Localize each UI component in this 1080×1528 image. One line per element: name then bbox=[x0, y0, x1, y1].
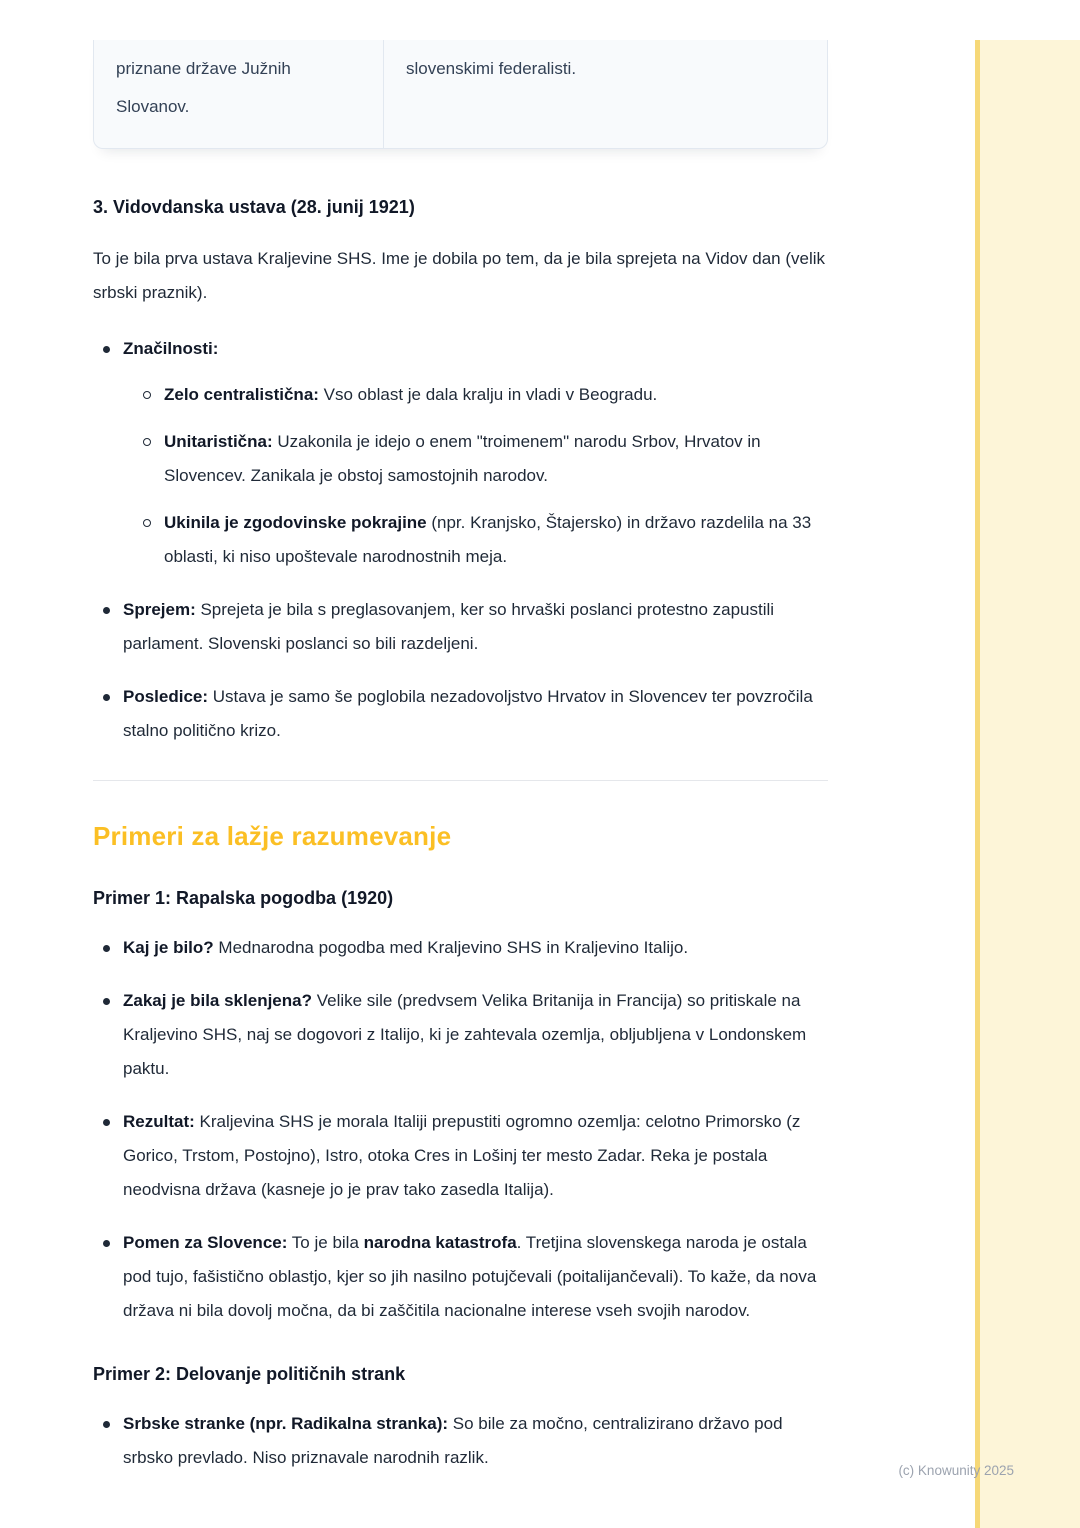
list-item-pomen-za-slovence bbox=[103, 1226, 831, 1328]
list-item-znacilnosti bbox=[103, 332, 831, 574]
primer2-list bbox=[93, 1407, 831, 1475]
table-fragment bbox=[93, 40, 828, 149]
list-item-lead: Posledice: bbox=[123, 687, 209, 706]
list-item-text: Velike sile (predvsem Velika Britanija in Francija) so pritiskale na Kraljevino SHS, naj se dogovori z Italijo, ki je zahtevala ozemlja, obljubljena v Londonskem paktu. bbox=[123, 991, 807, 1078]
sublist-item-lead: Ukinila je zgodovinske pokrajine bbox=[164, 513, 427, 532]
list-item-lead: Zakaj je bila sklenjena? bbox=[123, 991, 312, 1010]
list-item-text: Sprejeta je bila s preglasovanjem, ker so hrvaški poslanci protestno zapustili parlament. Slovenski poslanci so bili razdeljeni. bbox=[123, 600, 775, 653]
table-cell-left bbox=[94, 40, 384, 148]
list-item-text: Kraljevina SHS je morala Italiji prepustiti ogromno ozemlja: celotno Primorsko (z Gorico, Trstom, Postojno), Istro, otoka Cres in Lošinj ter mesto Zadar. Reka je postala neodvisna država (kasneje jo je prav tako zasedla Italija). bbox=[123, 1112, 801, 1199]
bullet-icon bbox=[103, 1421, 110, 1428]
bullet-icon bbox=[103, 945, 110, 952]
list-item-kaj-je-bilo bbox=[103, 931, 831, 965]
table-cell-right bbox=[384, 40, 827, 148]
examples-heading: Primeri za lažje razumevanje bbox=[93, 821, 452, 851]
bullet-icon bbox=[103, 346, 110, 353]
section-divider bbox=[93, 780, 828, 781]
bullet-icon bbox=[103, 694, 110, 701]
circle-bullet-icon bbox=[143, 391, 151, 399]
list-item-text: Ustava je samo še poglobila nezadovoljstvo Hrvatov in Slovencev ter povzročila stalno politično krizo. bbox=[123, 687, 813, 740]
side-accent-band bbox=[980, 40, 1080, 1528]
bullet-icon bbox=[103, 1240, 110, 1247]
list-item-text: To je bila bbox=[287, 1233, 364, 1252]
list-item-lead: Sprejem: bbox=[123, 600, 196, 619]
primer1-heading: Primer 1: Rapalska pogodba (1920) bbox=[93, 888, 394, 908]
sublist-item-text: Vso oblast je dala kralju in vladi v Beogradu. bbox=[318, 385, 658, 404]
primer1-list bbox=[93, 931, 831, 1328]
sublist-item-lead: Zelo centralistična: bbox=[164, 385, 319, 404]
list-item-posledice bbox=[103, 680, 831, 748]
vidovdanska-list bbox=[93, 332, 831, 748]
bullet-icon bbox=[103, 1119, 110, 1126]
znacilnosti-sublist bbox=[123, 378, 831, 574]
document-content bbox=[93, 0, 831, 1475]
sublist-item-text: (npr. Kranjsko, Štajersko) in državo razdelila na 33 oblasti, ki niso upoštevale narodnostnih meja. bbox=[164, 513, 812, 566]
list-item-text: So bile za močno, centralizirano državo pod srbsko prevlado. Niso priznavale narodnih razlik. bbox=[123, 1414, 783, 1467]
sublist-item bbox=[143, 506, 831, 574]
section-heading-vidovdanska: 3. Vidovdanska ustava (28. junij 1921) bbox=[93, 197, 415, 217]
list-item-srbske-stranke bbox=[103, 1407, 831, 1475]
list-item-rezultat bbox=[103, 1105, 831, 1207]
list-item-lead: Srbske stranke (npr. Radikalna stranka): bbox=[123, 1414, 449, 1433]
list-item-emphasis: narodna katastrofa bbox=[363, 1233, 517, 1252]
list-item-text-continued: . Tretjina slovenskega naroda je ostala pod tujo, fašistično oblastjo, kjer so jih nasilno potujčevali (poitalijančevali). To kaže, da nova država ni bila dovolj močna, da bi zaščitila nacionalne interese vseh svojih narodov. bbox=[123, 1233, 817, 1320]
table-cell-left-text: priznane države Južnih Slovanov. bbox=[116, 59, 291, 116]
sublist-item bbox=[143, 378, 831, 412]
list-item-lead: Rezultat: bbox=[123, 1112, 195, 1131]
bullet-icon bbox=[103, 998, 110, 1005]
sublist-item-lead: Unitaristična: bbox=[164, 432, 273, 451]
section-intro: To je bila prva ustava Kraljevine SHS. Ime je dobila po tem, da je bila sprejeta na Vidov dan (velik srbski praznik). bbox=[93, 249, 826, 302]
list-item-zakaj-sklenjena bbox=[103, 984, 831, 1086]
sublist-item bbox=[143, 425, 831, 493]
list-item-lead: Kaj je bilo? bbox=[123, 938, 214, 957]
list-item-label: Značilnosti: bbox=[123, 339, 219, 358]
list-item-sprejem bbox=[103, 593, 831, 661]
circle-bullet-icon bbox=[143, 519, 151, 527]
list-item-text: Mednarodna pogodba med Kraljevino SHS in Kraljevino Italijo. bbox=[213, 938, 689, 957]
table-cell-right-text: slovenskimi federalisti. bbox=[406, 59, 577, 78]
primer2-heading: Primer 2: Delovanje političnih strank bbox=[93, 1364, 406, 1384]
copyright-notice: (c) Knowunity 2025 bbox=[898, 1463, 1014, 1478]
list-item-lead: Pomen za Slovence: bbox=[123, 1233, 288, 1252]
bullet-icon bbox=[103, 607, 110, 614]
circle-bullet-icon bbox=[143, 438, 151, 446]
sublist-item-text: Uzakonila je idejo o enem "troimenem" narodu Srbov, Hrvatov in Slovencev. Zanikala je obstoj samostojnih narodov. bbox=[164, 432, 761, 485]
